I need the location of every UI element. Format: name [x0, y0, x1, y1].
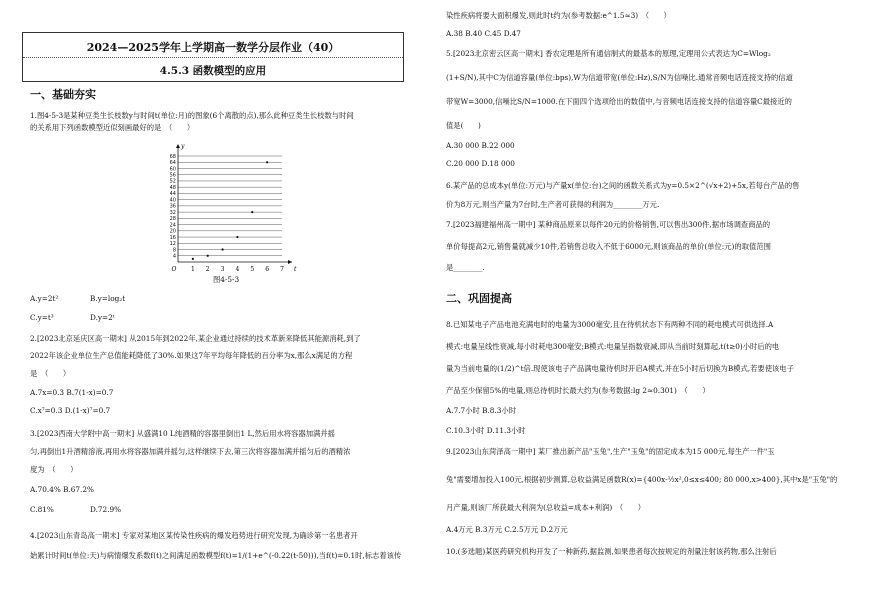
y-tick-label: 4: [172, 253, 176, 260]
y-tick-label: 52: [169, 178, 176, 185]
q9-line2: 兔"需要增加投入100元,根据初步测算,总收益满足函数R(x)={400x-½x²,0≤x≤400; 80 000,x>400},其中x是"玉兔"的: [446, 475, 838, 484]
q5-line2: (1+S/N),其中C为信道容量(单位:bps),W为信道带宽(单位:Hz),S/N为信噪比.通常音频电话连接支持的信道: [446, 73, 793, 82]
y-tick-label: 68: [169, 153, 176, 160]
x-tick-label: 6: [265, 266, 270, 273]
y-tick-label: 36: [169, 203, 176, 210]
q7-line2: 单价每提高2元,销售量就减少10件,若销售总收入不低于6000元,则该商品的单价(单位:元)的取值范围: [446, 242, 771, 251]
q1-option-d: D.y=2ᵗ: [90, 313, 115, 322]
q1-scatter-plot: [160, 138, 300, 288]
q5-line3: 带宽W=3000,信噪比S/N=1000.在下面四个选项给出的数值中,与音频电话连接支持的信道容量C最接近的: [446, 97, 792, 106]
x-axis-label: t: [294, 266, 297, 273]
x-tick-label: 5: [250, 266, 255, 273]
q3-option-c: C.81%: [30, 505, 54, 514]
y-tick-label: 40: [169, 197, 176, 204]
data-point: [236, 236, 238, 238]
q9-line3: 月产量,则该厂所获最大利润为(总收益=成本+利润) （ ）: [446, 503, 646, 512]
q8-options-cd: C.10.3小时 D.11.3小时: [446, 426, 526, 435]
q8-line4: 产品至少保留5%的电量,则总待机时长最大约为(参考数据:lg 2≈0.301) （ ）: [446, 386, 710, 395]
q1-line1: 1.图4-5-3是某种豆类生长枝数y与时间t(单位:月)的图象(6个离散的点),那么此种豆类生长枝数与时间: [30, 111, 354, 120]
data-point: [221, 248, 223, 250]
q2-line1: 2.[2023北京延庆区高一期末] 从2015年到2022年,某企业通过持续的技术革新来降低其能源消耗,到了: [30, 334, 361, 343]
q3-line2: 匀,再倒出1升酒精溶液,再用水将容器加满并摇匀,这样继续下去,第三次将容器加满并摇匀后的酒精浓: [30, 447, 351, 456]
y-tick-label: 64: [169, 160, 176, 167]
data-point: [266, 161, 268, 163]
q2-line2: 2022年该企业单位生产总值能耗降低了30%.如果这7年平均每年降低的百分率为x,那么x满足的方程: [30, 351, 353, 360]
y-tick-label: 24: [169, 222, 176, 229]
q8-line1: 8.已知某电子产品电池充满电时的电量为3000毫安,且在待机状态下有两种不同的耗电模式可供选择.A: [446, 320, 774, 329]
q1-line2: 的关系用下列函数模型近似刻画最好的是 （ ）: [30, 123, 195, 132]
data-point: [251, 211, 253, 213]
q4-line3: 染性疾病将要大面积爆发,则此时t约为(参考数据:e^1.5≈3) （ ）: [446, 11, 671, 20]
title-divider: [23, 57, 403, 58]
q5-line4: 值是( ): [446, 121, 481, 130]
q9-line1: 9.[2023山东菏泽高一期中] 某厂推出新产品"玉兔",生产"玉兔"的固定成本为15 000元,每生产一件"玉: [446, 447, 775, 456]
figure-caption: 图4-5-3: [213, 275, 240, 284]
y-tick-label: 60: [169, 166, 176, 173]
q1-option-b: B.y=log₂t: [90, 294, 126, 303]
q5-line1: 5.[2023北京密云区高一期末] 香农定理是所有通信制式的最基本的原理,定理用公式表达为C=Wlog₂: [446, 49, 771, 58]
q2-options-ab: A.7x=0.3 B.7(1-x)=0.7: [30, 388, 114, 397]
y-tick-label: 56: [169, 172, 176, 179]
q8-options-ab: A.7.7小时 B.8.3小时: [446, 406, 516, 415]
q5-options-cd: C.20 000 D.18 000: [446, 159, 515, 168]
q6-line2: 价为8万元,则当产量为7台时,生产者可获得的利润为________万元.: [446, 200, 660, 209]
q6-line1: 6.某产品的总成本y(单位:万元)与产量x(单位:台)之间的函数关系式为y=0.5×2^(√x+2)+5x,若每台产品的售: [446, 181, 800, 190]
section-basic: 一、基础夯实: [30, 88, 96, 101]
q3-line3: 度为 （ ）: [30, 465, 78, 474]
q3-options-ab: A.70.4% B.67.2%: [30, 485, 94, 494]
y-tick-label: 32: [169, 209, 176, 216]
x-tick-label: 1: [190, 266, 195, 273]
x-tick-label: 7: [280, 266, 284, 273]
x-tick-label: 3: [220, 266, 225, 273]
q2-options-cd: C.x⁷=0.3 D.(1-x)⁷=0.7: [30, 406, 111, 415]
page-title: 2024—2025学年上学期高一数学分层作业（40）: [86, 41, 340, 54]
q4-line1: 4.[2023山东青岛高一期末] 专家对某地区某传染性疾病的爆发趋势进行研究发现,为确诊第一名患者开: [30, 531, 358, 540]
q3-line1: 3.[2023西南大学附中高一期末] 从盛满10 L纯酒精的容器里倒出1 L,然后用水将容器加满并摇: [30, 429, 335, 438]
q1-option-a: A.y=2t²: [30, 294, 59, 303]
q4-line2: 始累计时间t(单位:天)与病情爆发系数f(t)之间满足函数模型f(t)=1/(1+e^(-0.22(t-50))),当f(t)=0.1时,标志着该传: [30, 551, 402, 560]
y-axis-label: y: [181, 143, 185, 150]
q1-option-c: C.y=t³: [30, 313, 54, 322]
y-tick-label: 12: [169, 241, 176, 248]
y-tick-label: 8: [172, 247, 176, 254]
q9-options: A.4万元 B.3万元 C.2.5万元 D.2万元: [446, 525, 568, 534]
q4-options: A.38 B.40 C.45 D.47: [446, 29, 521, 38]
q3-option-d: D.72.9%: [90, 505, 122, 514]
data-point: [207, 255, 209, 257]
x-tick-label: 4: [235, 266, 240, 273]
y-axis-arrow: [176, 144, 180, 148]
q8-line3: 量为当前电量的(1/2)^t倍.现使该电子产品满电量待机时开启A模式,并在5小时后切换为B模式,若要使该电子: [446, 364, 794, 373]
y-tick-label: 20: [169, 228, 176, 235]
y-tick-label: 48: [169, 184, 176, 191]
page-subtitle: 4.5.3 函数模型的应用: [159, 65, 267, 77]
y-tick-label: 16: [169, 234, 176, 241]
data-point: [192, 258, 194, 260]
section-advanced: 二、巩固提高: [446, 292, 512, 305]
q5-options-ab: A.30 000 B.22 000: [446, 141, 515, 150]
q10-line1: 10.(多选题)某医药研究机构开发了一种新药,据监测,如果患者每次按规定的剂量注射该药物,那么注射后: [446, 547, 777, 556]
x-axis-arrow: [288, 260, 292, 264]
x-tick-label: O: [171, 266, 177, 273]
title-box: [22, 32, 404, 82]
q7-line3: 是________.: [446, 263, 485, 272]
q7-line1: 7.[2023福建福州高一期中] 某种商品原来以每件20元的价格销售,可以售出300件,据市场调查商品的: [446, 220, 771, 229]
x-tick-label: 2: [205, 266, 210, 273]
q8-line2: 模式:电量呈线性衰减,每小时耗电300毫安;B模式:电量呈指数衰减,即从当前时刻算起,t(t≥0)小时后的电: [446, 342, 780, 351]
y-tick-label: 44: [169, 191, 176, 198]
q2-line3: 是 （ ）: [30, 369, 71, 378]
y-tick-label: 28: [169, 216, 176, 223]
